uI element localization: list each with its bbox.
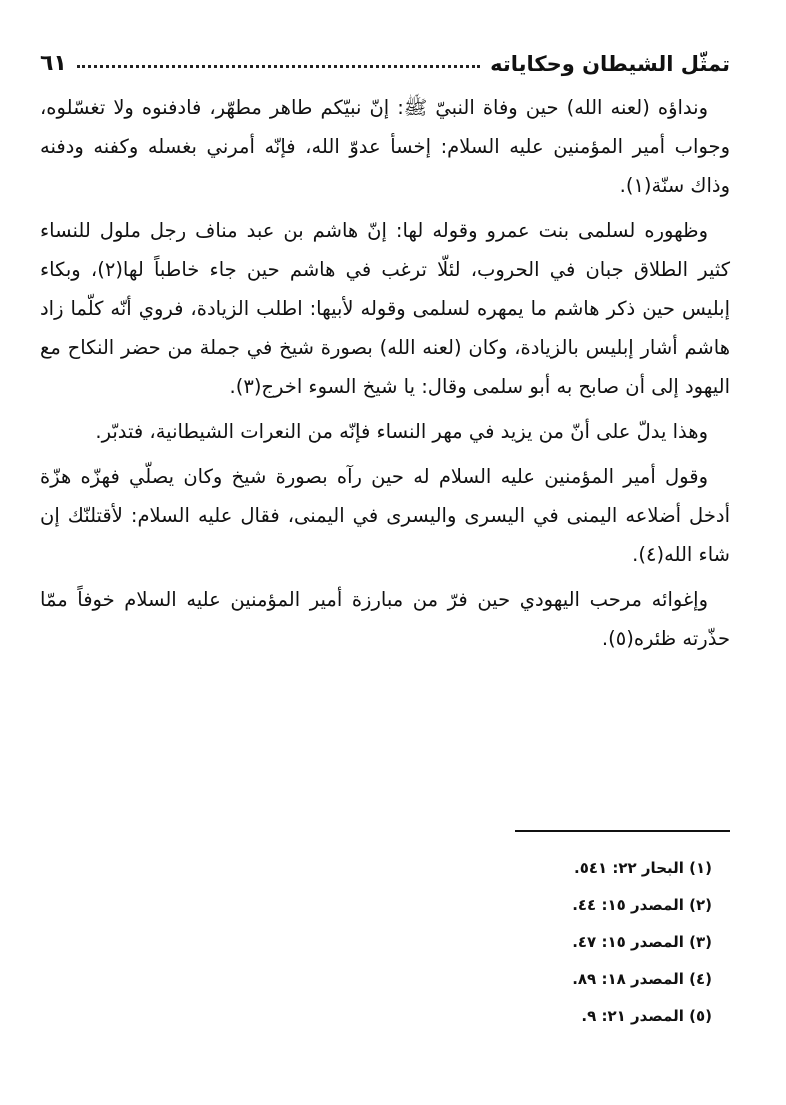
footnotes [212,850,712,1035]
paragraph: وظهوره لسلمى بنت عمرو وقوله لها: إنّ هاشم بن عبد مناف رجل ملول للنساء كثير الطلاق جبان في الحروب، لئلّا ترغب في هاشم حين جاء خاطباً لها(٢)، وبكاء إبليس حين ذكر هاشم ما يمهره لسلمى وقوله لأبيها: اطلب الزيادة، فروي أنّه كلّما زاد هاشم أشار إبليس بالزيادة، وكان (لعنه الله) بصورة شيخ في جملة من حضر النكاح مع اليهود إلى أن صابح به أبو سلمى وقال: يا شيخ السوء اخرج(٣). [40,219,730,398]
paragraph: وهذا يدلّ على أنّ من يزيد في مهر النساء فإنّه من النعرات الشيطانية، فتدبّر. [95,420,708,443]
paragraph: ونداؤه (لعنه الله) حين وفاة النبيّ ﷺ: إنّ نبيّكم طاهر مطهّر، فادفنوه ولا تغسّلوه، وجواب أمير المؤمنين عليه السلام: إخسأ عدوّ الله، فإنّه أمرني بغسله وكفنه ودفنه وذاك سنّة(١). [40,96,730,197]
footnote: (٣) المصدر ١٥: ٤٧. [572,933,712,951]
paragraph: وإغوائه مرحب اليهودي حين فرّ من مبارزة أمير المؤمنين عليه السلام خوفاً ممّا حذّرته ظئره(٥). [40,588,730,650]
running-title: تمثّل الشيطان وحكاياته [490,52,730,76]
footnote-separator [515,830,730,832]
main-text [40,88,730,658]
footnote: (٢) المصدر ١٥: ٤٤. [572,896,712,914]
header-dot-leader [77,65,480,68]
page-number: ٦١ [40,51,67,76]
footnote: (٤) المصدر ١٨: ٨٩. [572,970,712,988]
paragraph: وقول أمير المؤمنين عليه السلام له حين رآه بصورة شيخ وكان يصلّي فهزّه هزّة أدخل أضلاعه اليمنى في اليسرى واليسرى في اليمنى، فقال عليه السلام: لأقتلنّك إن شاء الله(٤). [40,465,730,566]
footnote: (٥) المصدر ٢١: ٩. [581,1007,712,1025]
footnote: (١) البحار ٢٢: ٥٤١. [573,859,712,877]
running-header [40,30,730,76]
book-page [40,30,730,1025]
